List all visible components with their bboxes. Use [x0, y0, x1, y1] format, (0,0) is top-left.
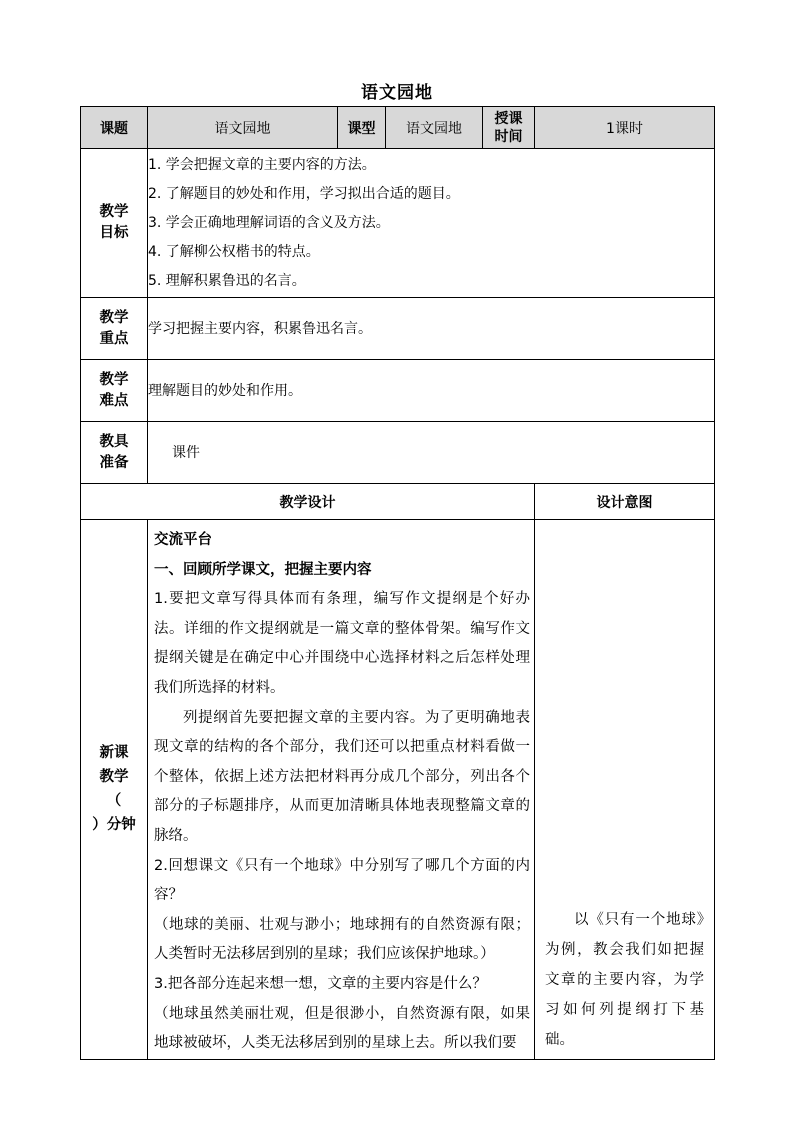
time-value: 1课时 — [535, 107, 715, 149]
lesson-row — [81, 520, 715, 1060]
lesson-paragraph: 1.要把文章写得具体而有条理，编写作文提纲是个好办法。详细的作文提纲就是一篇文章的整体骨架。编写作文提纲关键是在确定中心并围绕中心选择材料之后怎样处理我们所选择的材料。 — [154, 591, 530, 696]
focus-row — [81, 298, 715, 360]
difficulty-label — [81, 360, 148, 422]
type-label: 课型 — [338, 107, 386, 149]
lesson-label-line-1: 新课 — [99, 745, 129, 762]
lesson-content — [148, 520, 535, 1060]
goals-label — [81, 149, 148, 298]
tools-text: 课件 — [148, 422, 715, 484]
goal-item: 2. 了解题目的妙处和作用，学习拟出合适的题目。 — [148, 185, 460, 202]
tools-row — [81, 422, 715, 484]
difficulty-label-line-2: 难点 — [99, 392, 129, 409]
lesson-paragraph: 3.把各部分连起来想一想，文章的主要内容是什么？ — [154, 975, 487, 992]
lesson-paragraph: 2.回想课文《只有一个地球》中分别写了哪几个方面的内容？ — [154, 857, 530, 904]
lesson-plan-table — [80, 106, 715, 1060]
design-intent-text: 以《只有一个地球》为例，教会我们如把握文章的主要内容，为学习如何列提纲打下基础。 — [535, 520, 715, 1060]
focus-label — [81, 298, 148, 360]
difficulty-label-line-1: 教学 — [99, 371, 129, 388]
time-label-line-2: 时间 — [494, 128, 523, 145]
lesson-label-line-3: （ — [106, 793, 122, 810]
time-label-line-1: 授课 — [494, 110, 523, 127]
tools-label-line-2: 准备 — [99, 454, 129, 471]
focus-label-line-1: 教学 — [99, 309, 129, 326]
tools-label — [81, 422, 148, 484]
header-row — [81, 107, 715, 149]
goals-label-line-2: 目标 — [99, 225, 129, 241]
focus-label-line-2: 重点 — [99, 330, 129, 347]
focus-text: 学习把握主要内容，积累鲁迅名言。 — [148, 298, 715, 360]
tools-label-line-1: 教具 — [99, 433, 129, 450]
type-value: 语文园地 — [386, 107, 483, 149]
goal-item: 3. 学会正确地理解词语的含义及方法。 — [148, 214, 390, 231]
section-title: 交流平台 — [154, 532, 212, 548]
topic-label: 课题 — [81, 107, 148, 149]
goals-label-line-1: 教学 — [99, 204, 129, 220]
lesson-label-line-4: ）分钟 — [92, 817, 136, 834]
goals-row — [81, 149, 715, 298]
goal-item: 1. 学会把握文章的主要内容的方法。 — [148, 156, 376, 173]
lesson-paragraph: （地球的美丽、壮观与渺小；地球拥有的自然资源有限；人类暂时无法移居到别的星球；我们应该保护地球。） — [154, 916, 530, 963]
time-label — [483, 107, 535, 149]
lesson-label — [81, 520, 148, 1060]
difficulty-row — [81, 360, 715, 422]
topic-value: 语文园地 — [148, 107, 338, 149]
lesson-paragraph: （地球虽然美丽壮观，但是很渺小，自然资源有限，如果地球被破坏，人类无法移居到别的星球上去。所以我们要 — [154, 1005, 530, 1052]
lesson-paragraph: 列提纲首先要把握文章的主要内容。为了更明确地表现文章的结构的各个部分，我们还可以把重点材料看做一个整体，依据上述方法把材料再分成几个部分，列出各个部分的子标题排序，从而更加清晰具体地表现整篇文章的脉络。 — [154, 709, 530, 844]
goals-list — [148, 149, 715, 298]
document-title: 语文园地 — [361, 83, 433, 103]
goal-item: 5. 理解积累鲁迅的名言。 — [148, 272, 306, 289]
design-header-row — [81, 484, 715, 520]
intent-header: 设计意图 — [535, 484, 715, 520]
difficulty-text: 理解题目的妙处和作用。 — [148, 360, 715, 422]
lesson-label-line-2: 教学 — [99, 769, 129, 786]
goal-item: 4. 了解柳公权楷书的特点。 — [148, 243, 320, 260]
design-header: 教学设计 — [81, 484, 535, 520]
subsection-title: 一、回顾所学课文，把握主要内容 — [154, 561, 372, 578]
